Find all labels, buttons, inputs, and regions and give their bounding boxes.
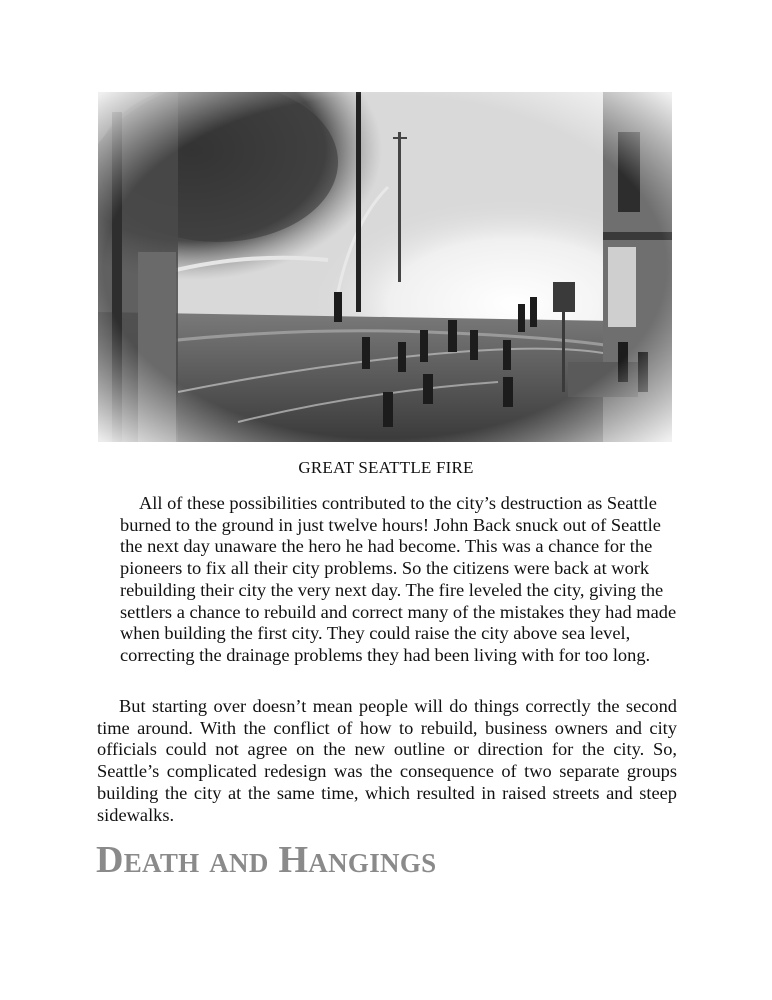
body-paragraph-1: All of these possibilities contributed to the city’s destruction as Seattle burned to the ground in just twelve hours! John Back snuck out of Seattle the next day unaware the hero he had become. This was a chance for the pioneers to fix all their city problems. So the citizens were back at work rebuilding their city the very next day. The fire leveled the city, giving the settlers a chance to rebuild and correct many of the mistakes they had made when building the first city. They could raise the city above sea level, correcting the drainage problems they had been living with for too long. bbox=[120, 493, 677, 665]
body-paragraph-2: But starting over doesn’t mean people will do things correctly the second time around. With the conflict of how to rebuild, business owners and city officials could not agree on the new outline or direction for the city. So, Seattle’s complicated redesign was the consequence of two separate groups building the city at the same time, which resulted in raised streets and steep sidewalks. bbox=[97, 696, 677, 825]
great-seattle-fire-photo bbox=[98, 92, 672, 442]
figure-caption: GREAT SEATTLE FIRE bbox=[298, 458, 474, 477]
section-heading: Death and Hangings bbox=[96, 839, 437, 881]
